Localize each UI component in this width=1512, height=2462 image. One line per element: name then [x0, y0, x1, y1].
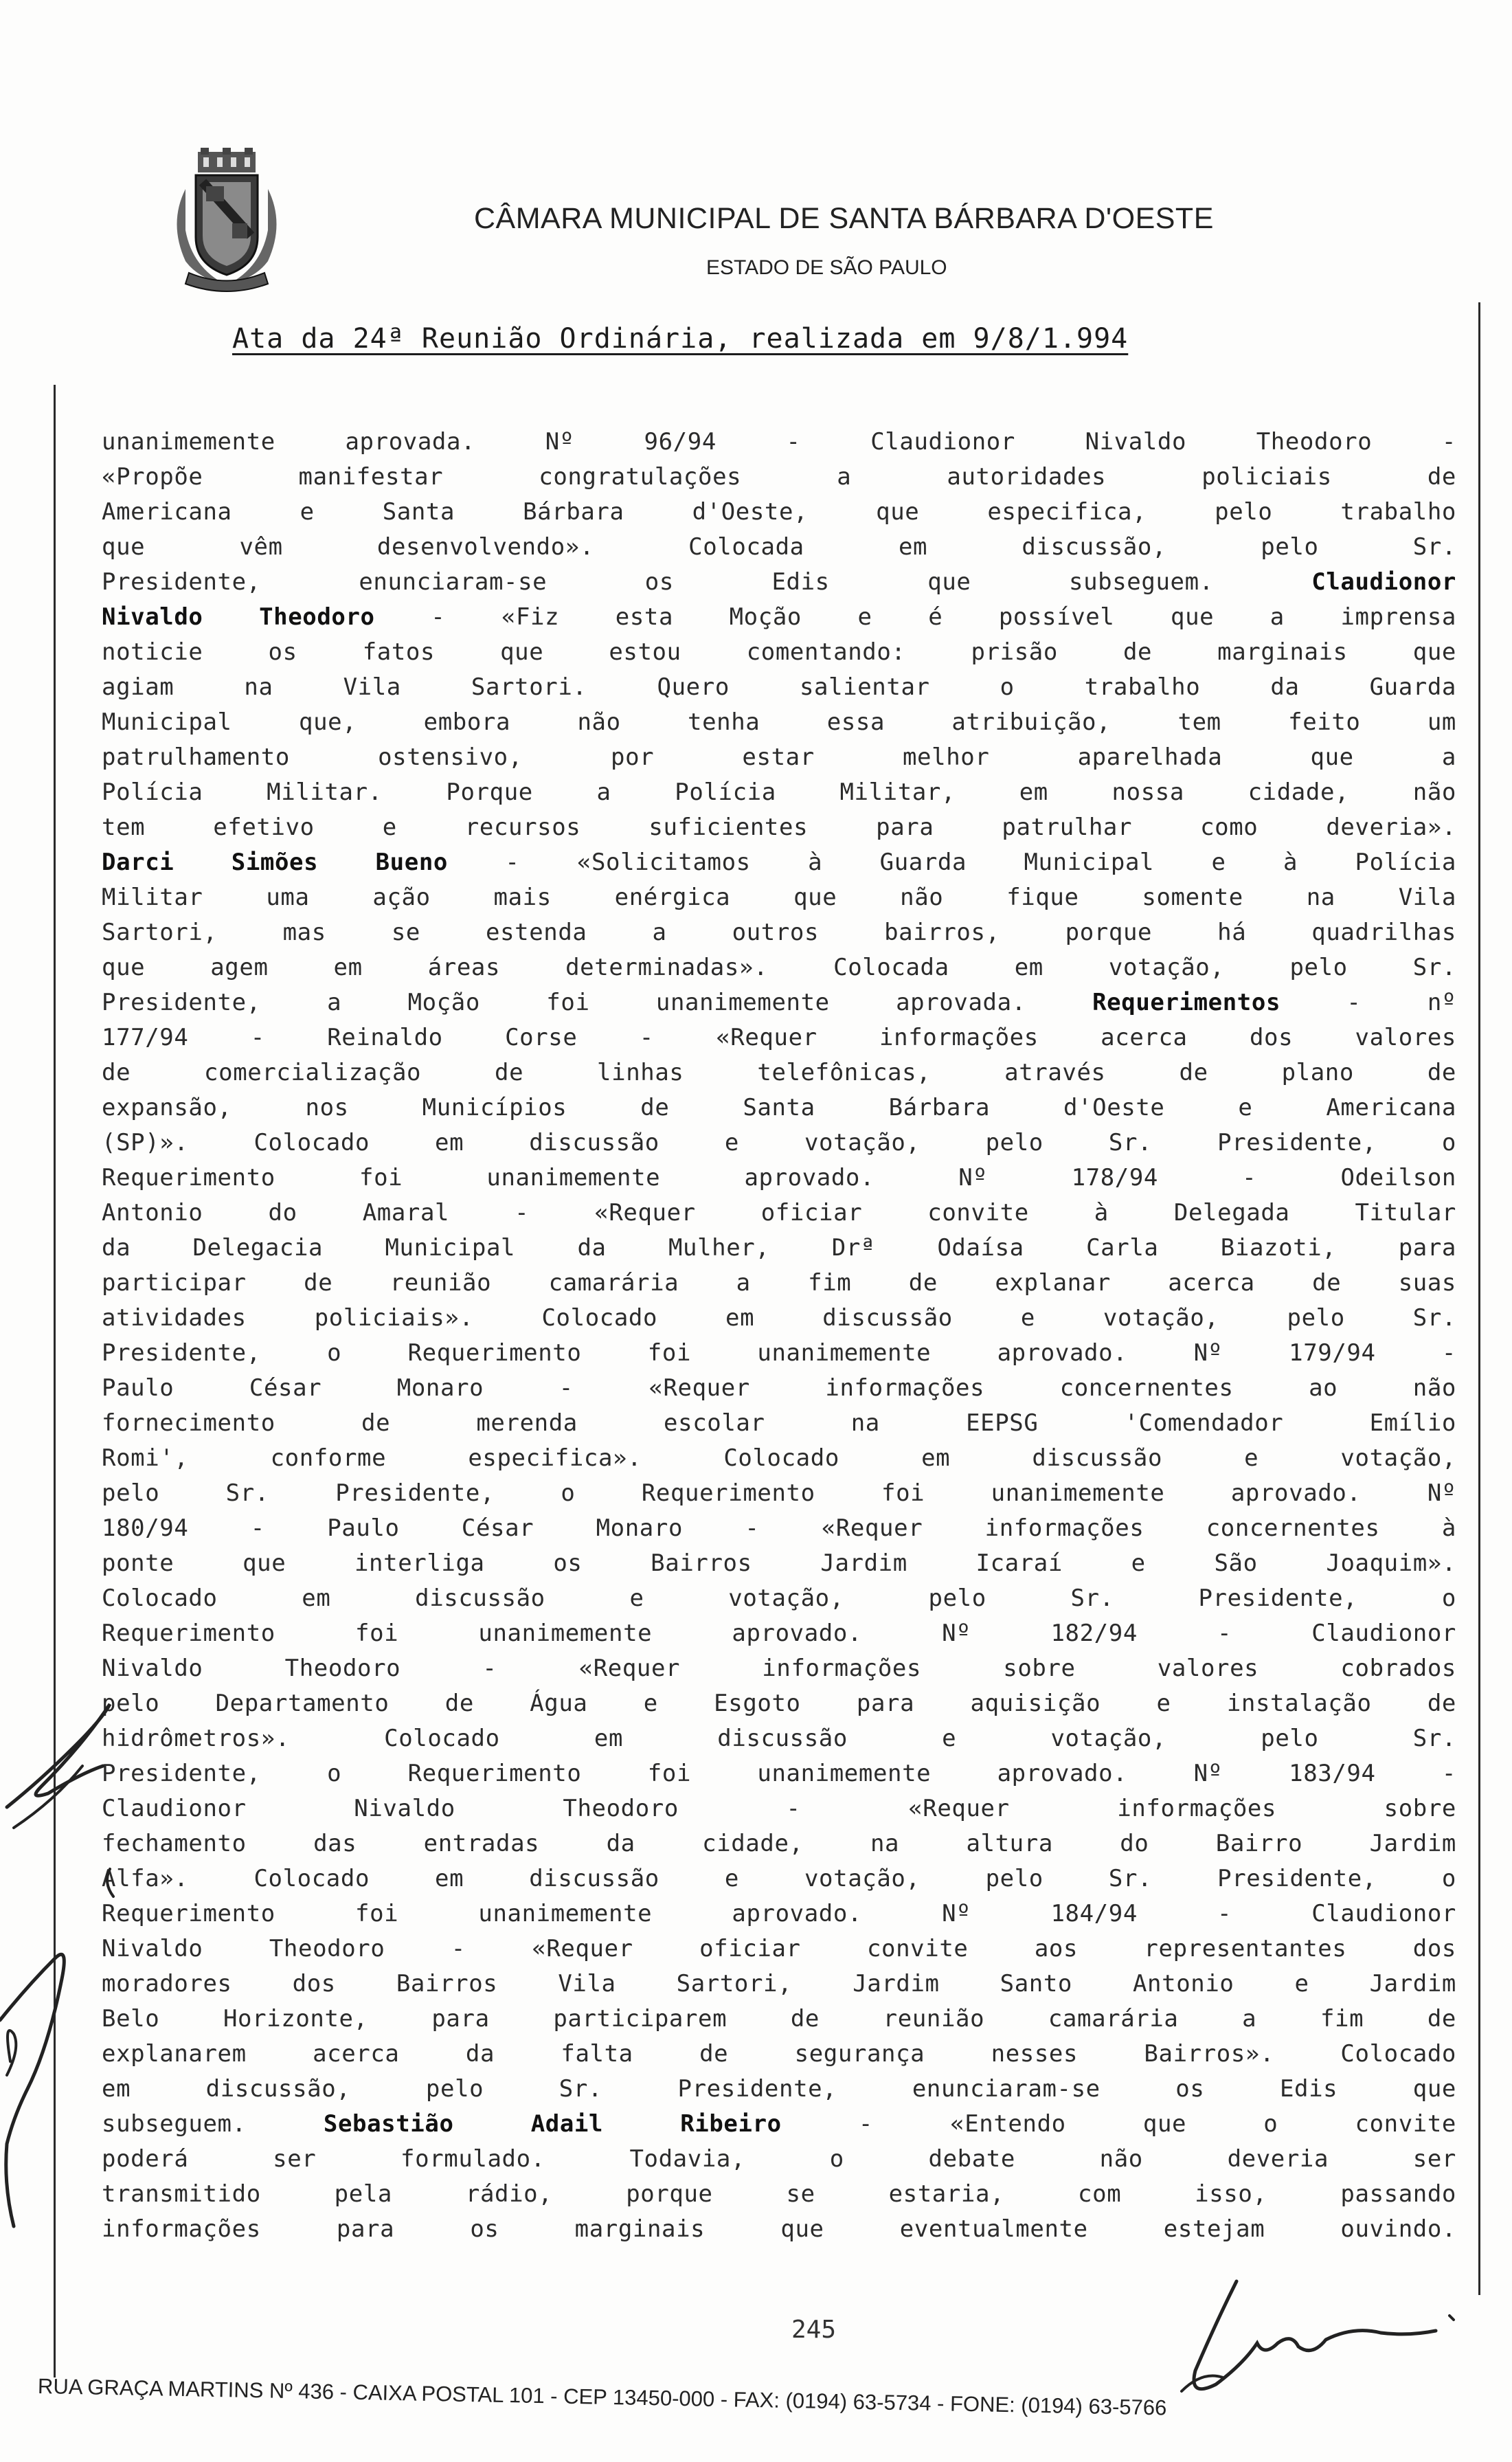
body-line: moradores dos Bairros Vila Sartori, Jardim Santo Antonio e Jardim [102, 1970, 1456, 1997]
speaker-name: Sebastião Adail Ribeiro [323, 2110, 782, 2138]
body-line: em discussão, pelo Sr. Presidente, enunciaram-se os Edis que [102, 2075, 1456, 2103]
body-line [102, 600, 1456, 635]
body-text-span: Presidente, a Moção foi unanimemente aprovada. [102, 989, 1026, 1016]
body-line: tem efetivo e recursos suficientes para patrulhar como deveria». [102, 814, 1456, 841]
institution-name: CÂMARA MUNICIPAL DE SANTA BÁRBARA D'OESTE [474, 202, 1214, 235]
body-line: Paulo César Monaro - «Requer informações concernentes ao não [102, 1374, 1456, 1402]
body-line: transmitido pela rádio, porque se estaria, com isso, passando [102, 2180, 1456, 2208]
body-text-span: subseguem. [102, 2110, 247, 2138]
body-line: Sartori, mas se estenda a outros bairros, porque há quadrilhas [102, 919, 1456, 946]
footer-address: RUA GRAÇA MARTINS Nº 436 - CAIXA POSTAL 101 - CEP 13450-000 - FAX: (0194) 63-5734 - FONE: (0194) 63-5766 [37, 2374, 1167, 2420]
body-line: 177/94 - Reinaldo Corse - «Requer informações acerca dos valores [102, 1024, 1456, 1051]
body-line: Nivaldo Theodoro - «Requer informações sobre valores cobrados [102, 1655, 1456, 1682]
body-text-span: - «Entendo que o convite [858, 2110, 1457, 2138]
body-line: participar de reunião camarária a fim de explanar acerca de suas [102, 1269, 1456, 1297]
body-line: Colocado em discussão e votação, pelo Sr. Presidente, o [102, 1585, 1456, 1612]
body-line: Claudionor Nivaldo Theodoro - «Requer informações sobre [102, 1795, 1456, 1822]
section-heading: Requerimentos [1092, 989, 1281, 1016]
body-text-span: - «Solicitamos à Guarda Municipal e à Polícia [505, 849, 1456, 876]
body-line: poderá ser formulado. Todavia, o debate não deveria ser [102, 2145, 1456, 2173]
speaker-name: Darci Simões Bueno [102, 849, 448, 876]
body-line: (SP)». Colocado em discussão e votação, pelo Sr. Presidente, o [102, 1129, 1456, 1156]
body-line [102, 845, 1456, 880]
speaker-name: Claudionor [1311, 568, 1456, 596]
body-line: Americana e Santa Bárbara d'Oeste, que especifica, pelo trabalho [102, 498, 1456, 526]
body-line: Alfa». Colocado em discussão e votação, pelo Sr. Presidente, o [102, 1865, 1456, 1892]
body-line: Polícia Militar. Porque a Polícia Militar, em nossa cidade, não [102, 779, 1456, 806]
page-number: 245 [791, 2316, 837, 2344]
minutes-title: Ata da 24ª Reunião Ordinária, realizada em 9/8/1.994 [232, 323, 1129, 355]
body-line: «Propõe manifestar congratulações a autoridades policiais de [102, 463, 1456, 491]
body-line: noticie os fatos que estou comentando: prisão de marginais que [102, 638, 1456, 666]
body-line: fornecimento de merenda escolar na EEPSG 'Comendador Emílio [102, 1409, 1456, 1437]
body-line: fechamento das entradas da cidade, na altura do Bairro Jardim [102, 1830, 1456, 1857]
body-line: informações para os marginais que eventualmente estejam ouvindo. [102, 2215, 1456, 2243]
body-line: de comercialização de linhas telefônicas, através de plano de [102, 1059, 1456, 1086]
coat-of-arms-icon [165, 148, 289, 295]
body-line: que vêm desenvolvendo». Colocada em discussão, pelo Sr. [102, 533, 1456, 561]
body-line: Militar uma ação mais enérgica que não fique somente na Vila [102, 884, 1456, 911]
body-line [102, 565, 1456, 600]
body-line: hidrômetros». Colocado em discussão e votação, pelo Sr. [102, 1725, 1456, 1752]
body-line: patrulhamento ostensivo, por estar melhor aparelhada que a [102, 743, 1456, 771]
state-name: ESTADO DE SÃO PAULO [706, 256, 947, 279]
body-line [102, 985, 1456, 1020]
body-line: Belo Horizonte, para participarem de reunião camarária a fim de [102, 2005, 1456, 2033]
body-line: 180/94 - Paulo César Monaro - «Requer informações concernentes à [102, 1514, 1456, 1542]
body-line: agiam na Vila Sartori. Quero salientar o trabalho da Guarda [102, 673, 1456, 701]
body-line: explanarem acerca da falta de segurança nesses Bairros». Colocado [102, 2040, 1456, 2068]
body-line: Antonio do Amaral - «Requer oficiar convite à Delegada Titular [102, 1199, 1456, 1227]
body-line: Municipal que, embora não tenha essa atribuição, tem feito um [102, 708, 1456, 736]
body-line: da Delegacia Municipal da Mulher, Drª Odaísa Carla Biazoti, para [102, 1234, 1456, 1262]
body-line: Requerimento foi unanimemente aprovado. Nº 182/94 - Claudionor [102, 1620, 1456, 1647]
body-text-span: - «Fiz esta Moção e é possível que a imprensa [431, 603, 1456, 631]
bottom-signature-icon [1154, 2268, 1463, 2419]
body-line: unanimemente aprovada. Nº 96/94 - Claudionor Nivaldo Theodoro - [102, 428, 1456, 456]
body-line: Requerimento foi unanimemente aprovado. Nº 184/94 - Claudionor [102, 1900, 1456, 1927]
body-line: Romi', conforme especifica». Colocado em discussão e votação, [102, 1444, 1456, 1472]
body-line: atividades policiais». Colocado em discussão e votação, pelo Sr. [102, 1304, 1456, 1332]
body-line [102, 2107, 1456, 2142]
body-text-span: - nº [1346, 989, 1456, 1016]
minutes-body [102, 425, 1456, 2247]
speaker-name: Nivaldo Theodoro [102, 603, 375, 631]
body-line: Presidente, o Requerimento foi unanimemente aprovado. Nº 183/94 - [102, 1760, 1456, 1787]
body-line: pelo Departamento de Água e Esgoto para aquisição e instalação de [102, 1690, 1456, 1717]
right-margin-rule [1478, 302, 1480, 2295]
body-line: Presidente, o Requerimento foi unanimemente aprovado. Nº 179/94 - [102, 1339, 1456, 1367]
body-line: Nivaldo Theodoro - «Requer oficiar convite aos representantes dos [102, 1935, 1456, 1962]
left-margin-rule [54, 385, 56, 2377]
body-line: Requerimento foi unanimemente aprovado. Nº 178/94 - Odeilson [102, 1164, 1456, 1191]
body-text-span: Presidente, enunciaram-se os Edis que subseguem. [102, 568, 1214, 596]
body-line: ponte que interliga os Bairros Jardim Icaraí e São Joaquim». [102, 1549, 1456, 1577]
body-line: que agem em áreas determinadas». Colocada em votação, pelo Sr. [102, 954, 1456, 981]
body-line: pelo Sr. Presidente, o Requerimento foi unanimemente aprovado. Nº [102, 1479, 1456, 1507]
body-line: expansão, nos Municípios de Santa Bárbara d'Oeste e Americana [102, 1094, 1456, 1121]
